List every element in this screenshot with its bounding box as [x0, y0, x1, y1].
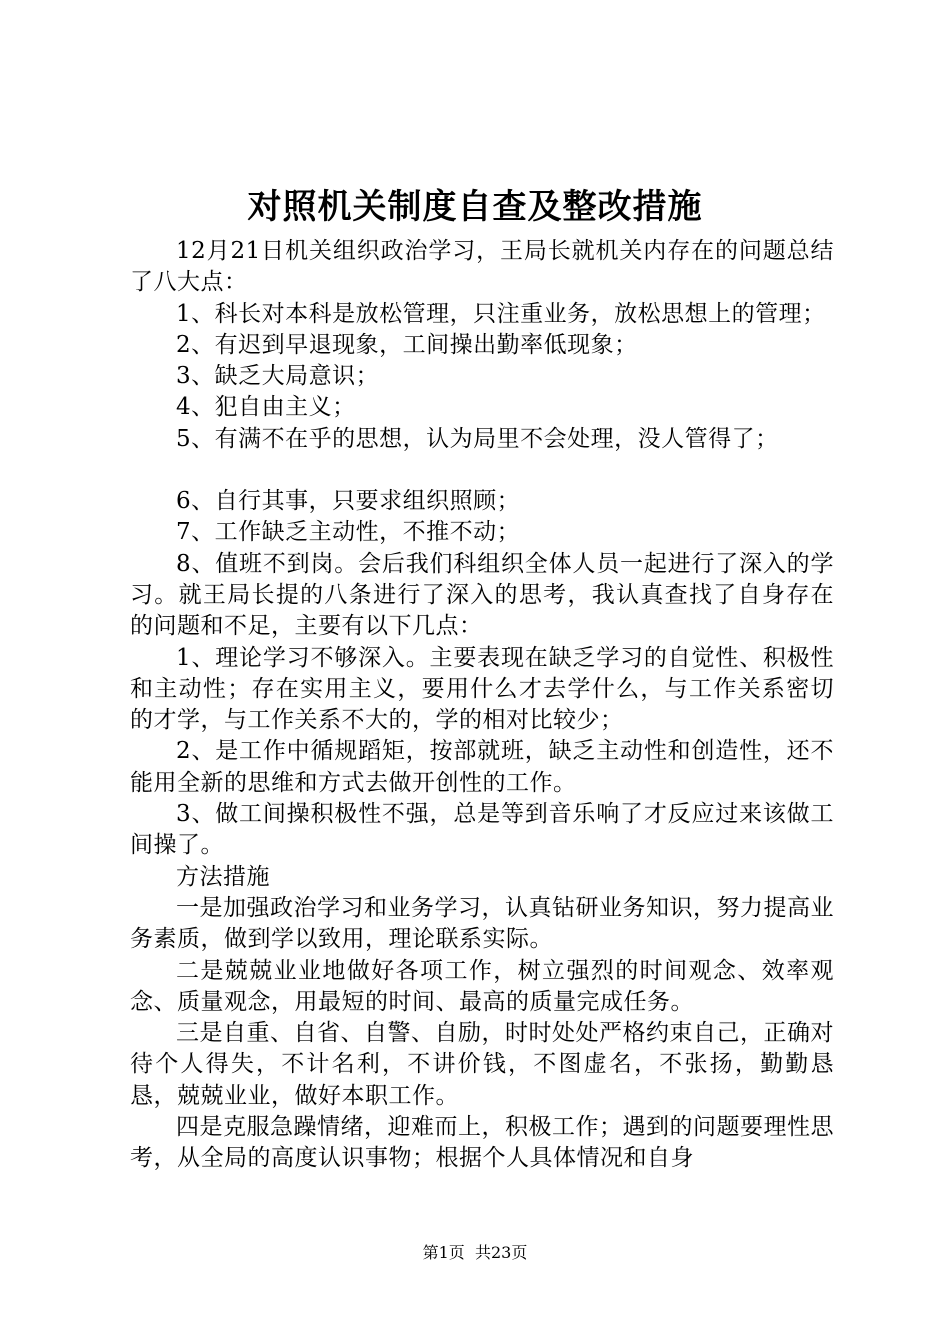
paragraph-intro: 12月21日机关组织政治学习，王局长就机关内存在的问题总结了八大点：	[130, 238, 834, 296]
paragraph-point-5: 5、有满不在乎的思想，认为局里不会处理，没人管得了；	[176, 425, 779, 452]
document-title: 对照机关制度自查及整改措施	[247, 187, 703, 227]
paragraph-issue-1: 1、理论学习不够深入。主要表现在缺乏学习的自觉性、积极性和主动性；存在实用主义，要用什么才去学什么，与工作关系密切的才学，与工作关系不大的，学的相对比较少；	[130, 644, 834, 734]
paragraph-issue-3: 3、做工间操积极性不强，总是等到音乐响了才反应过来该做工间操了。	[130, 801, 834, 859]
paragraph-point-7: 7、工作缺乏主动性，不推不动；	[176, 519, 521, 546]
paragraph-measure-2: 二是兢兢业业地做好各项工作，树立强烈的时间观念、效率观念、质量观念，用最短的时间、最高的质量完成任务。	[130, 957, 834, 1015]
paragraph-point-4: 4、犯自由主义；	[176, 394, 356, 421]
document-body	[130, 236, 834, 1175]
paragraph-point-3: 3、缺乏大局意识；	[176, 363, 380, 390]
paragraph-point-1: 1、科长对本科是放松管理，只注重业务，放松思想上的管理；	[176, 300, 826, 327]
paragraph-issue-2: 2、是工作中循规蹈矩，按部就班，缺乏主动性和创造性，还不能用全新的思维和方式去做开创性的工作。	[130, 738, 834, 796]
page-footer	[0, 1242, 950, 1264]
page-total: 共23页	[474, 1243, 528, 1262]
paragraph-measure-1: 一是加强政治学习和业务学习，认真钻研业务知识，努力提高业务素质，做到学以致用，理论联系实际。	[130, 894, 834, 953]
paragraph-point-8: 8、值班不到岗。会后我们科组织全体人员一起进行了深入的学习。就王局长提的八条进行了深入的思考，我认真查找了自身存在的问题和不足，主要有以下几点：	[130, 550, 834, 640]
section-heading-measures: 方法措施	[176, 863, 270, 890]
paragraph-measure-3: 三是自重、自省、自警、自励，时时处处严格约束自己，正确对待个人得失，不计名利，不讲价钱，不图虚名，不张扬，勤勤恳恳，兢兢业业，做好本职工作。	[130, 1020, 834, 1109]
paragraph-measure-4: 四是克服急躁情绪，迎难而上，积极工作；遇到的问题要理性思考，从全局的高度认识事物；根据个人具体情况和自身	[130, 1114, 834, 1172]
paragraph-point-6: 6、自行其事，只要求组织照顾；	[176, 488, 521, 515]
page-number: 第1页	[422, 1243, 465, 1262]
paragraph-point-2: 2、有迟到早退现象，工间操出勤率低现象；	[176, 331, 638, 358]
